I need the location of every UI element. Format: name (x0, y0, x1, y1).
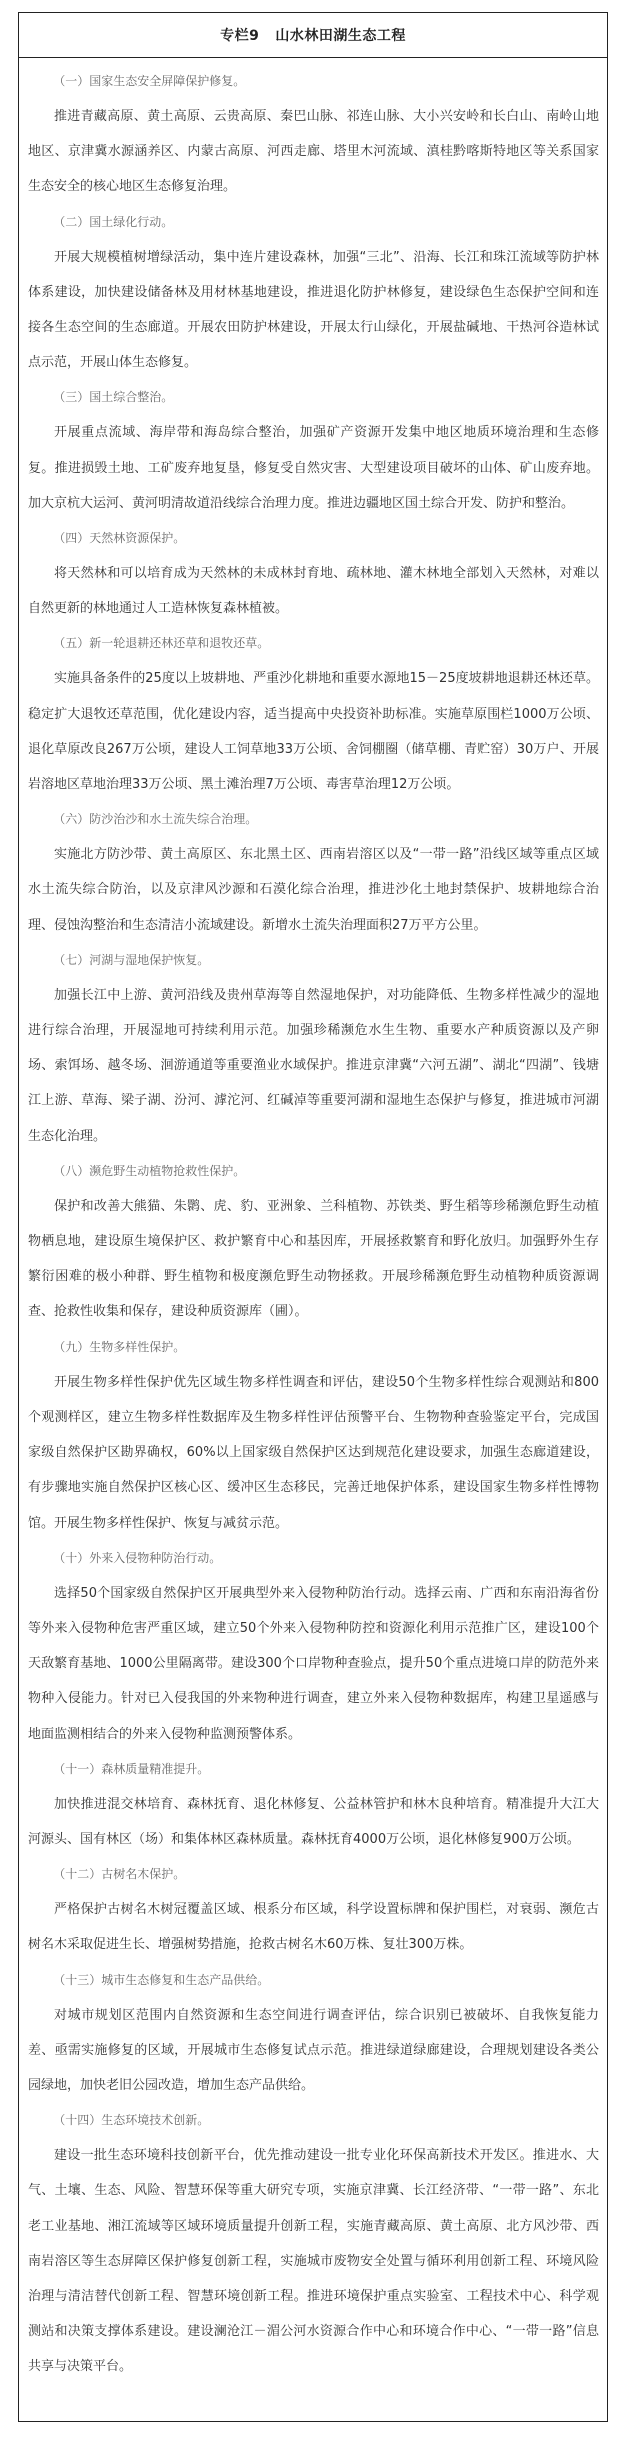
section-heading: （七）河湖与湿地保护恢复。 (53, 952, 210, 967)
section-body: 加强长江中上游、黄河沿线及贵州草海等自然湿地保护，对功能降低、生物多样性减少的湿地进行综合治理，开展湿地可持续利用示范。加强珍稀濒危水生生物、重要水产种质资源以及产卵场、索饵场、越冬场、洄游通道等重要渔业水域保护。推进京津冀“六河五湖”、湖北“四湖”、钱塘江上游、草海、梁子湖、汾河、滹沱河、红碱淖等重要河湖和湿地生态保护与修复，推进城市河湖生态化治理。 (28, 987, 599, 1144)
section-heading: （三）国土综合整治。 (53, 390, 174, 405)
section-heading: （十二）古树名木保护。 (53, 1867, 186, 1882)
section-body: 严格保护古树名木树冠覆盖区域、根系分布区域，科学设置标牌和保护围栏，对衰弱、濒危古树名木采取促进生长、增强树势措施，抢救古树名木60万株、复壮300万株。 (28, 1902, 599, 1953)
section-body: 实施北方防沙带、黄土高原区、东北黑土区、西南岩溶区以及“一带一路”沿线区域等重点区域水土流失综合防治，以及京津风沙源和石漠化综合治理，推进沙化土地封禁保护、坡耕地综合治理、侵蚀沟整治和生态清洁小流域建设。新增水土流失治理面积27万平方公里。 (28, 847, 599, 933)
section-body: 建设一批生态环境科技创新平台，优先推动建设一批专业化环保高新技术开发区。推进水、大气、土壤、生态、风险、智慧环保等重大研究专项，实施京津冀、长江经济带、“一带一路”、东北老工业基地、湘江流域等区域环境质量提升创新工程，实施青藏高原、黄土高原、北方风沙带、西南岩溶区等生态屏障区保护修复创新工程，实施城市废物安全处置与循环利用创新工程、环境风险治理与清洁替代创新工程、智慧环境创新工程。推进环境保护重点实验室、工程技术中心、科学观测站和决策支撑体系建设。建设澜沧江－湄公河水资源合作中心和环境合作中心、“一带一路”信息共享与决策平台。 (28, 2148, 599, 2375)
section-body: 加快推进混交林培育、森林抚育、退化林修复、公益林管护和林木良种培育。精准提升大江大河源头、国有林区（场）和集体林区森林质量。森林抚育4000万公顷，退化林修复900万公顷。 (28, 1796, 599, 1847)
section-body: 对城市规划区范围内自然资源和生态空间进行调查评估，综合识别已被破坏、自我恢复能力差、亟需实施修复的区域，开展城市生态修复试点示范。推进绿道绿廊建设，合理规划建设各类公园绿地，加快老旧公园改造，增加生态产品供给。 (28, 2007, 599, 2093)
box-title (19, 13, 607, 58)
section-heading: （六）防沙治沙和水土流失综合治理。 (53, 812, 258, 827)
feature-box (18, 12, 608, 2422)
section-body: 保护和改善大熊猫、朱鹮、虎、豹、亚洲象、兰科植物、苏铁类、野生稻等珍稀濒危野生动植物栖息地，建设原生境保护区、救护繁育中心和基因库，开展拯救繁育和野化放归。加强野外生存繁衍困难的极小种群、野生植物和极度濒危野生动物拯救。开展珍稀濒危野生动植物种质资源调查、抢救性收集和保存，建设种质资源库（圃）。 (28, 1198, 599, 1320)
box-content (19, 58, 607, 2385)
section-heading: （十三）城市生态修复和生态产品供给。 (53, 1972, 270, 1987)
section-body: 开展重点流域、海岸带和海岛综合整治，加强矿产资源开发集中地区地质环境治理和生态修复。推进损毁土地、工矿废弃地复垦，修复受自然灾害、大型建设项目破坏的山体、矿山废弃地。加大京杭大运河、黄河明清故道沿线综合治理力度。推进边疆地区国土综合开发、防护和整治。 (28, 425, 599, 511)
section-body: 实施具备条件的25度以上坡耕地、严重沙化耕地和重要水源地15－25度坡耕地退耕还林还草。稳定扩大退牧还草范围，优化建设内容，适当提高中央投资补助标准。实施草原围栏1000万公顷、退化草原改良267万公顷，建设人工饲草地33万公顷、舍饲棚圈（储草棚、青贮窑）30万户、开展岩溶地区草地治理33万公顷、黑土滩治理7万公顷、毒害草治理12万公顷。 (28, 671, 599, 793)
section-heading: （五）新一轮退耕还林还草和退牧还草。 (53, 636, 270, 651)
section-heading: （一）国家生态安全屏障保护修复。 (53, 74, 246, 88)
box-title-label: 专栏9 (220, 28, 260, 44)
section-heading: （二）国土绿化行动。 (53, 214, 174, 229)
section-heading: （十）外来入侵物种防治行动。 (53, 1550, 222, 1565)
section-heading: （十四）生态环境技术创新。 (53, 2113, 210, 2128)
section-heading: （八）濒危野生动植物抢救性保护。 (53, 1163, 246, 1178)
section-heading: （四）天然林资源保护。 (53, 531, 186, 546)
section-body: 将天然林和可以培育成为天然林的未成林封育地、疏林地、灌木林地全部划入天然林，对难以自然更新的林地通过人工造林恢复森林植被。 (28, 566, 599, 617)
section-heading: （十一）森林质量精准提升。 (53, 1761, 210, 1776)
section-body: 推进青藏高原、黄土高原、云贵高原、秦巴山脉、祁连山脉、大小兴安岭和长白山、南岭山地地区、京津冀水源涵养区、内蒙古高原、河西走廊、塔里木河流域、滇桂黔喀斯特地区等关系国家生态安全的核心地区生态修复治理。 (28, 109, 599, 195)
section-body: 选择50个国家级自然保护区开展典型外来入侵物种防治行动。选择云南、广西和东南沿海省份等外来入侵物种危害严重区域，建立50个外来入侵物种防控和资源化利用示范推广区，建设100个天敌繁育基地、1000公里隔离带。建设300个口岸物种查验点，提升50个重点进境口岸的防范外来物种入侵能力。针对已入侵我国的外来物种进行调查，建立外来入侵物种数据库，构建卫星遥感与地面监测相结合的外来入侵物种监测预警体系。 (28, 1585, 599, 1742)
section-body: 开展生物多样性保护优先区域生物多样性调查和评估，建设50个生物多样性综合观测站和800个观测样区，建立生物多样性数据库及生物多样性评估预警平台、生物物种查验鉴定平台，完成国家级自然保护区勘界确权，60%以上国家级自然保护区达到规范化建设要求，加强生态廊道建设，有步骤地实施自然保护区核心区、缓冲区生态移民，完善迁地保护体系，建设国家生物多样性博物馆。开展生物多样性保护、恢复与减贫示范。 (28, 1374, 599, 1531)
section-body: 开展大规模植树增绿活动，集中连片建设森林，加强“三北”、沿海、长江和珠江流域等防护林体系建设，加快建设储备林及用材林基地建设，推进退化防护林修复，建设绿色生态保护空间和连接各生态空间的生态廊道。开展农田防护林建设，开展太行山绿化，开展盐碱地、干热河谷造林试点示范，开展山体生态修复。 (28, 249, 599, 371)
box-title-name: 山水林田湖生态工程 (275, 28, 406, 44)
section-heading: （九）生物多样性保护。 (53, 1339, 186, 1354)
